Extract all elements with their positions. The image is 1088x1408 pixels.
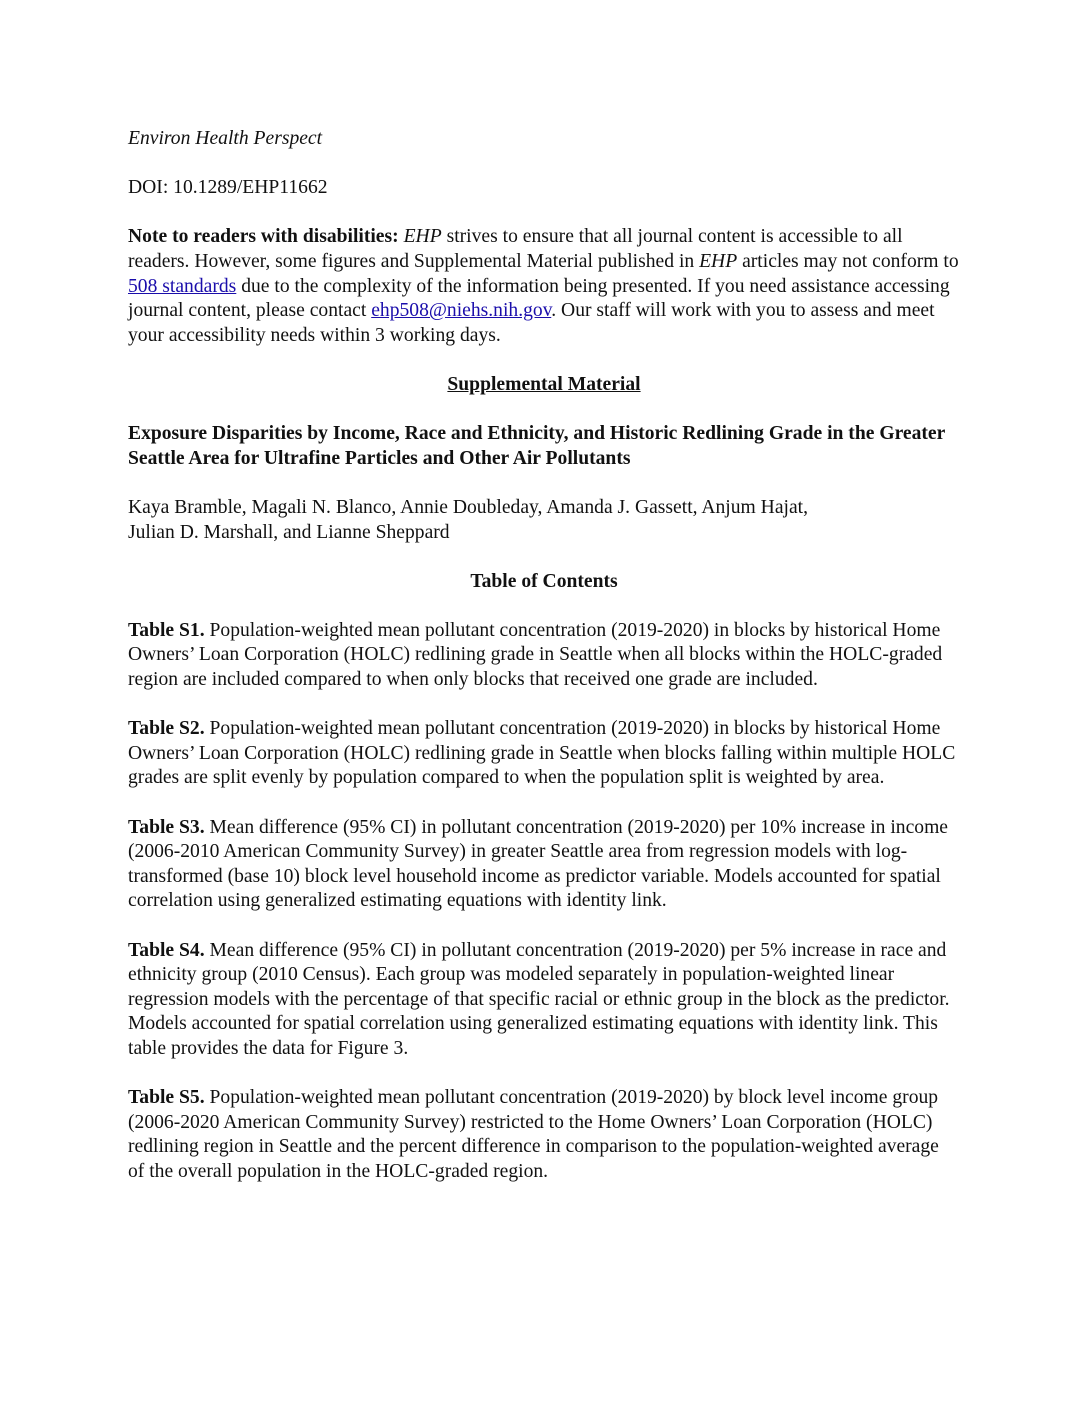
authors-line: Kaya Bramble, Magali N. Blanco, Annie Doubleday, Amanda J. Gassett, Anjum Hajat, bbox=[128, 496, 809, 518]
email-link[interactable]: ehp508@niehs.nih.gov bbox=[371, 300, 552, 322]
article-title: Exposure Disparities by Income, Race and Ethnicity, and Historic Redlining Grade in the Greater Seattle Area for Ultrafine Particles and Other Air Pollutants bbox=[128, 423, 945, 469]
journal-name: Environ Health Perspect bbox=[128, 128, 323, 149]
accessibility-note bbox=[128, 225, 960, 348]
toc-label: Table S2. bbox=[128, 718, 205, 740]
authors bbox=[128, 496, 960, 545]
toc-label: Table S3. bbox=[128, 816, 205, 838]
toc-text: Mean difference (95% CI) in pollutant concentration (2019-2020) per 10% increase in income (2006-2010 American Community Survey) in greater Seattle area from regression models with log-transformed (base 10) block level household income as predictor variable. Models accounted for spatial correlation using generalized estimating equations with identity link. bbox=[128, 816, 949, 912]
document-page bbox=[128, 127, 960, 1185]
note-label: Note to readers with disabilities: bbox=[128, 226, 399, 248]
ehp-abbrev: EHP bbox=[699, 250, 738, 272]
ehp-abbrev: EHP bbox=[403, 226, 442, 248]
toc-heading: Table of Contents bbox=[470, 570, 618, 592]
toc-text: Population-weighted mean pollutant concentration (2019-2020) in blocks by historical Home Owners’ Loan Corporation (HOLC) redlining grade in Seattle when all blocks within the HOLC-graded region are included compared to when only blocks that received one grade are included. bbox=[128, 619, 943, 691]
toc-label: Table S1. bbox=[128, 619, 205, 641]
508-standards-link[interactable]: 508 standards bbox=[128, 275, 237, 297]
toc-entry-s5 bbox=[128, 1086, 960, 1184]
toc-label: Table S4. bbox=[128, 939, 205, 961]
supplemental-heading: Supplemental Material bbox=[447, 373, 641, 395]
toc-entry-s3 bbox=[128, 816, 960, 914]
note-text: . Our staff will work with you to assess and meet your accessibility needs within 3 working days. bbox=[128, 300, 935, 346]
toc-entry-s2 bbox=[128, 717, 960, 791]
toc-label: Table S5. bbox=[128, 1087, 205, 1109]
note-text: due to the complexity of the information being presented. If you need assistance accessing journal content, please contact bbox=[128, 275, 950, 322]
note-text: articles may not conform to bbox=[737, 250, 959, 272]
note-text: strives to ensure that all journal content is accessible to all readers. However, some figures and Supplemental Material published in bbox=[128, 226, 903, 272]
authors-line: Julian D. Marshall, and Lianne Sheppard bbox=[128, 521, 450, 543]
toc-entry-s4 bbox=[128, 939, 960, 1062]
toc-text: Mean difference (95% CI) in pollutant concentration (2019-2020) per 5% increase in race and ethnicity group (2010 Census). Each group was modeled separately in population-weighted linear regression models with the percentage of that specific racial or ethnic group in the block as the predictor. Models accounted for spatial correlation using generalized estimating equations with identity link. This table provides the data for Figure 3. bbox=[128, 939, 950, 1059]
toc-text: Population-weighted mean pollutant concentration (2019-2020) by block level income group (2006-2020 American Community Survey) restricted to the Home Owners’ Loan Corporation (HOLC) redlining region in Seattle and the percent difference in comparison to the population-weighted average of the overall population in the HOLC-graded region. bbox=[128, 1087, 939, 1182]
doi: DOI: 10.1289/EHP11662 bbox=[128, 177, 328, 199]
toc-entry-s1 bbox=[128, 619, 960, 693]
toc-text: Population-weighted mean pollutant concentration (2019-2020) in blocks by historical Home Owners’ Loan Corporation (HOLC) redlining grade in Seattle when blocks falling within multiple HOLC grades are split evenly by population compared to when the population split is weighted by area. bbox=[128, 718, 956, 789]
